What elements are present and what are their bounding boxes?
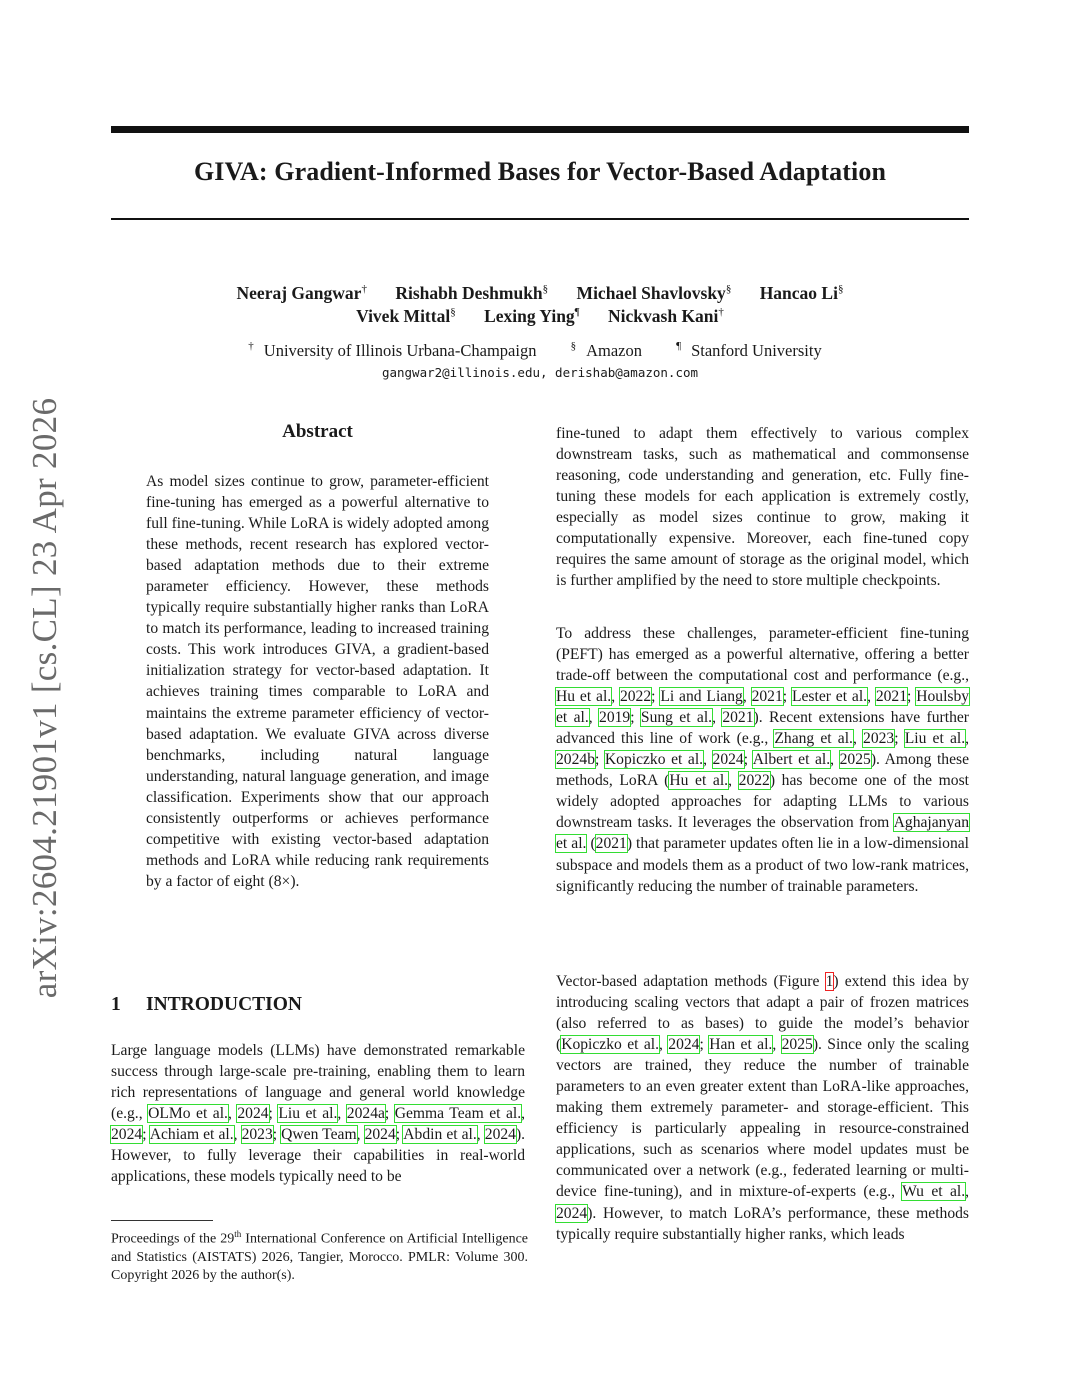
citation-link[interactable]: Li and Liang [660, 688, 743, 706]
section-heading [111, 994, 525, 1016]
author: Rishabh Deshmukh§ [395, 283, 549, 303]
citation-link[interactable]: 2021 [875, 688, 908, 706]
citation-link[interactable]: Albert et al. [752, 751, 831, 769]
arxiv-stamp: arXiv:2604.21901v1 [cs.CL] 23 Apr 2026 [25, 397, 64, 999]
citation-link[interactable]: 2022 [619, 688, 652, 706]
author: Hancao Li§ [759, 283, 844, 303]
authors-line-2 [111, 306, 969, 327]
citation-link[interactable]: 2024 [668, 1036, 700, 1054]
citation-link[interactable]: 2024 [484, 1126, 516, 1144]
right-paragraph-1: fine-tuned to adapt them effectively to various complex downstream tasks, such as mathematical and commonsense reasoning, code understanding and generation, etc. Fully fine-tuning these models for each application is extremely costly, especially as model sizes continue to grow, making it computationally expensive. Moreover, each fine-tuned copy requires the same amount of storage as the original model, which is further amplified by the need to store multiple checkpoints. [556, 425, 969, 590]
citation-link[interactable]: Aghajanyan et al. [556, 814, 969, 853]
citation-link[interactable]: 2021 [722, 709, 754, 727]
author: Michael Shavlovsky§ [576, 283, 732, 303]
author: Neeraj Gangwar† [236, 283, 367, 303]
section-number: 1 [111, 994, 121, 1015]
authors-line-1 [111, 283, 969, 304]
intro-paragraph: Large language models (LLMs) have demonstrated remarkable success through large-scale pre-training, enabling them to learn rich representations of language and general world knowledge (e.g., OLMo et al., 2024; Liu et al., 2024a; Gemma Team et al., 2024; Achiam et al., 2023; Qwen Team, 2024; Abdin et al., 2024). However, to fully leverage their capabilities in real-world applications, these models typically need to be [111, 1042, 526, 1186]
citation-link[interactable]: Hu et al. [556, 688, 612, 706]
citation-link[interactable]: Kopiczko et al. [604, 751, 704, 769]
footnote: Proceedings of the 29th International Conference on Artificial Intelligence and Statistics (AISTATS) 2026, Tangier, Morocco. PMLR: Volume 300. Copyright 2026 by the author(s). [111, 1229, 528, 1283]
citation-link[interactable]: 2023 [241, 1126, 273, 1144]
title-rule-top [111, 126, 969, 133]
author: Lexing Ying¶ [484, 306, 580, 326]
citation-link[interactable]: Gemma Team et al. [394, 1105, 522, 1123]
citation-link[interactable]: 2025 [839, 751, 871, 769]
citation-link[interactable]: Lester et al. [791, 688, 868, 706]
right-paragraph-3: Vector-based adaptation methods (Figure 1) extend this idea by introducing scaling vectors that adapt a pair of frozen matrices (also referred to as bases) to guide the model’s behavior (Kopiczko et al., 2024; Han et al., 2025). Since only the scaling vectors are trained, they reduce the number of trainable parameters to an even greater extent than LoRA-like approaches, making them extremely parameter- and storage-efficient. This efficiency is particularly appealing in resource-constrained applications, such as scenarios where model updates must be communicated over a network (e.g., federated learning or multi-device fine-tuning), and in mixture-of-experts (e.g., Wu et al., 2024). However, to match LoRA’s performance, these methods typically require substantially higher ranks, which leads [556, 973, 970, 1243]
citation-link[interactable]: 2019 [599, 709, 631, 727]
citation-link[interactable]: 2025 [781, 1036, 813, 1054]
citation-link[interactable]: 2024b [556, 751, 595, 769]
citation-link[interactable]: 2024a [346, 1105, 385, 1123]
citation-link[interactable]: 2021 [751, 688, 783, 706]
figure-link[interactable]: 1 [825, 973, 834, 990]
citation-link[interactable]: 2024 [111, 1126, 143, 1144]
citation-link[interactable]: 2022 [738, 772, 770, 790]
citation-link[interactable]: Hu et al. [669, 772, 729, 790]
citation-link[interactable]: OLMo et al. [148, 1105, 228, 1123]
citation-link[interactable]: Wu et al. [902, 1183, 966, 1201]
author-emails: gangwar2@illinois.edu, derishab@amazon.com [381, 365, 699, 380]
citation-link[interactable]: 2024 [712, 751, 744, 769]
abstract-text: As model sizes continue to grow, parameter-efficient fine-tuning has emerged as a powerful alternative to full fine-tuning. While LoRA is widely adopted among these methods, recent research has explored vector-based adaptation methods due to their extreme parameter efficiency. However, these methods typically require substantially higher ranks than LoRA to match its performance, leading to increased training costs. This work introduces GIVA, a gradient-based initialization strategy for vector-based adaptation. It achieves training times comparable to LoRA and maintains the extreme parameter efficiency of vector-based adaptation. We evaluate GIVA across diverse benchmarks, including natural language understanding, natural language generation, and image classification. Experiments show that our approach consistently outperforms or achieves performance competitive with existing vector-based adaptation methods and LoRA while reducing rank requirements by a factor of eight (8×). [146, 473, 489, 890]
title-rule-bottom [111, 218, 969, 220]
citation-link[interactable]: Achiam et al. [149, 1126, 234, 1144]
citation-link[interactable]: 2024 [556, 1204, 588, 1222]
affiliation: † University of Illinois Urbana-Champaign [248, 340, 537, 360]
citation-link[interactable]: Abdin et al. [403, 1126, 477, 1144]
citation-link[interactable]: Kopiczko et al. [561, 1036, 659, 1054]
abstract-heading: Abstract [282, 421, 353, 442]
footnote-rule [111, 1220, 213, 1221]
citation-link[interactable]: 2021 [595, 835, 627, 853]
citation-link[interactable]: Zhang et al. [774, 730, 853, 748]
citation-link[interactable]: 2024 [364, 1126, 396, 1144]
citation-link[interactable]: Qwen Team [281, 1126, 357, 1144]
citation-link[interactable]: Han et al. [709, 1036, 773, 1054]
affiliation: ¶ Stanford University [676, 340, 822, 360]
section-title: INTRODUCTION [146, 994, 303, 1015]
affiliations [111, 340, 969, 361]
paper-title: GIVA: Gradient-Informed Bases for Vector-Based Adaptation [193, 157, 887, 186]
author: Vivek Mittal§ [356, 306, 456, 326]
citation-link[interactable]: Liu et al. [278, 1105, 338, 1123]
author: Nickvash Kani† [608, 306, 724, 326]
right-paragraph-2: To address these challenges, parameter-efficient fine-tuning (PEFT) has emerged as a powerful alternative, offering a better trade-off between the computational cost and performance (e.g., Hu et al., 2022; Li and Liang, 2021; Lester et al., 2021; Houlsby et al., 2019; Sung et al., 2021). Recent extensions have further advanced this line of work (e.g., Zhang et al., 2023; Liu et al., 2024b; Kopiczko et al., 2024; Albert et al., 2025). Among these methods, LoRA (Hu et al., 2022) has become one of the most widely adopted approaches for adapting LLMs to various downstream tasks. It leverages the observation from Aghajanyan et al. (2021) that parameter updates often lie in a low-dimensional subspace and models them as a product of two low-rank matrices, significantly reducing the number of trainable parameters. [556, 625, 970, 895]
citation-link[interactable]: Liu et al. [904, 730, 966, 748]
citation-link[interactable]: Houlsby et al. [556, 688, 970, 727]
citation-link[interactable]: 2023 [863, 730, 895, 748]
citation-link[interactable]: Sung et al. [640, 709, 713, 727]
affiliation: § Amazon [570, 340, 642, 360]
citation-link[interactable]: 2024 [237, 1105, 269, 1123]
